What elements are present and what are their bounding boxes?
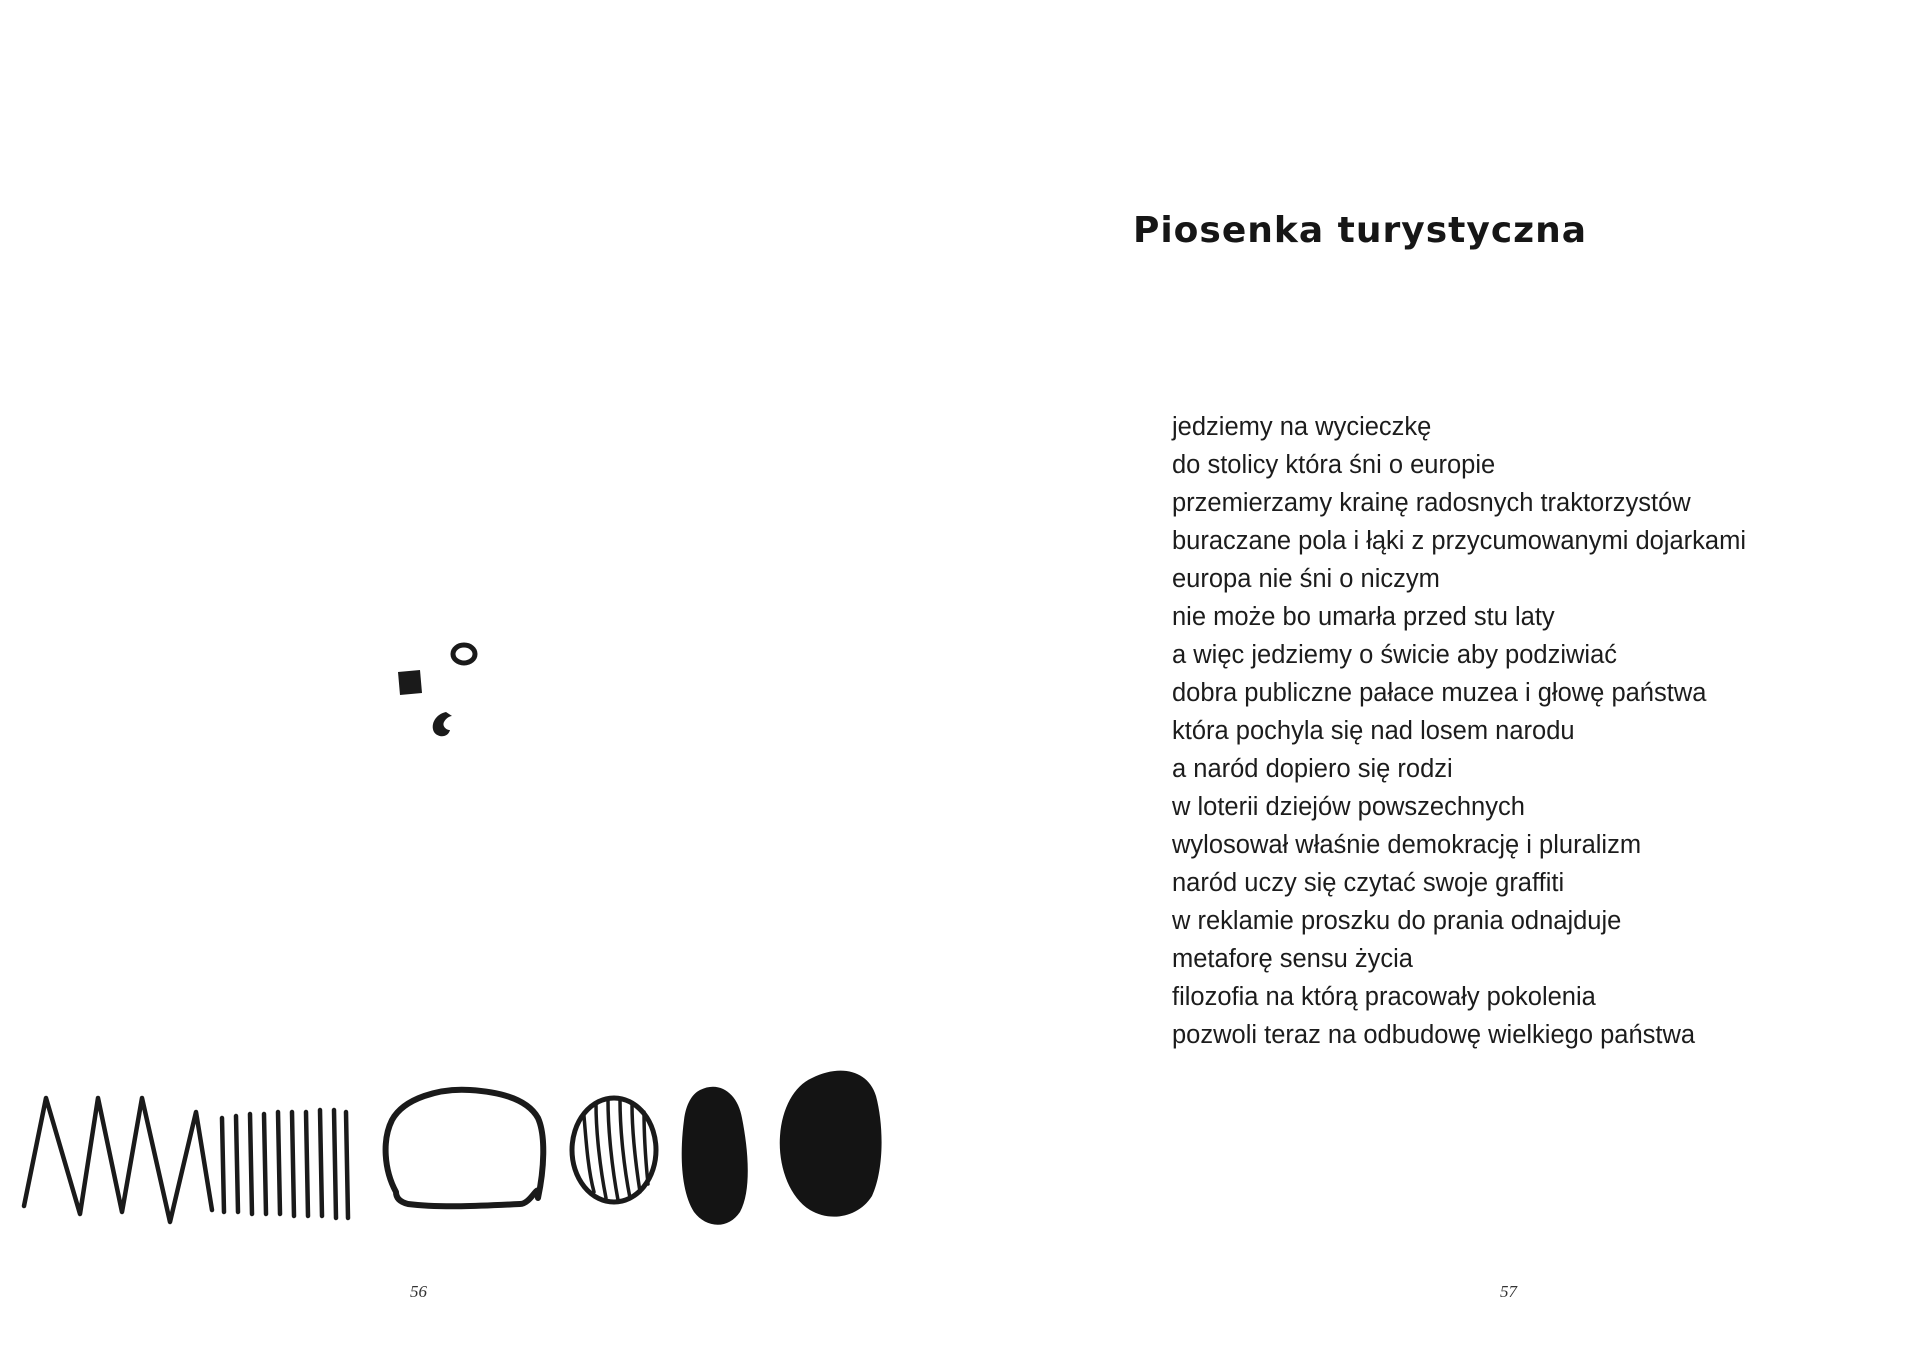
poem-line: przemierzamy krainę radosnych traktorzystów — [1172, 489, 1691, 517]
poem-line: nie może bo umarła przed stu laty — [1172, 603, 1555, 631]
poem-line: do stolicy która śni o europie — [1172, 451, 1496, 479]
poem-line: w reklamie proszku do prania odnajduje — [1172, 907, 1622, 935]
small-square-mark — [398, 670, 422, 695]
open-rounded-shape — [386, 1090, 544, 1207]
page-number-right: 57 — [1500, 1282, 1517, 1301]
poem-line: metaforę sensu życia — [1172, 945, 1413, 973]
poem-line: europa nie śni o niczym — [1172, 565, 1440, 593]
poem-line: naród uczy się czytać swoje graffiti — [1172, 869, 1565, 897]
poem-line: buraczane pola i łąki z przycumowanymi dojarkami — [1172, 527, 1746, 555]
poem-line: a więc jedziemy o świcie aby podziwiać — [1172, 641, 1618, 669]
filled-blob-large — [780, 1071, 882, 1217]
poem-line: wylosował właśnie demokrację i pluralizm — [1172, 831, 1642, 859]
poem-title: Piosenka turystyczna — [1132, 210, 1588, 251]
striped-circle — [572, 1098, 656, 1202]
poem-line: filozofia na którą pracowały pokolenia — [1172, 983, 1596, 1011]
poem-line: pozwoli teraz na odbudowę wielkiego państwa — [1172, 1021, 1696, 1049]
poem-line: która pochyla się nad losem narodu — [1172, 717, 1575, 745]
poem-line: a naród dopiero się rodzi — [1172, 755, 1453, 783]
page-number-left: 56 — [410, 1282, 427, 1301]
poem-body — [1172, 408, 1746, 1054]
filled-blob-small — [682, 1087, 748, 1225]
poem-line: w loterii dziejów powszechnych — [1172, 793, 1525, 821]
small-ring-mark — [453, 645, 475, 663]
poem-line: jedziemy na wycieczkę — [1172, 413, 1432, 441]
scattered-marks — [398, 645, 475, 736]
poem-line: dobra publiczne pałace muzea i głowę państwa — [1172, 679, 1707, 707]
small-comma-mark — [433, 712, 452, 736]
zigzag-strokes — [24, 1098, 348, 1222]
